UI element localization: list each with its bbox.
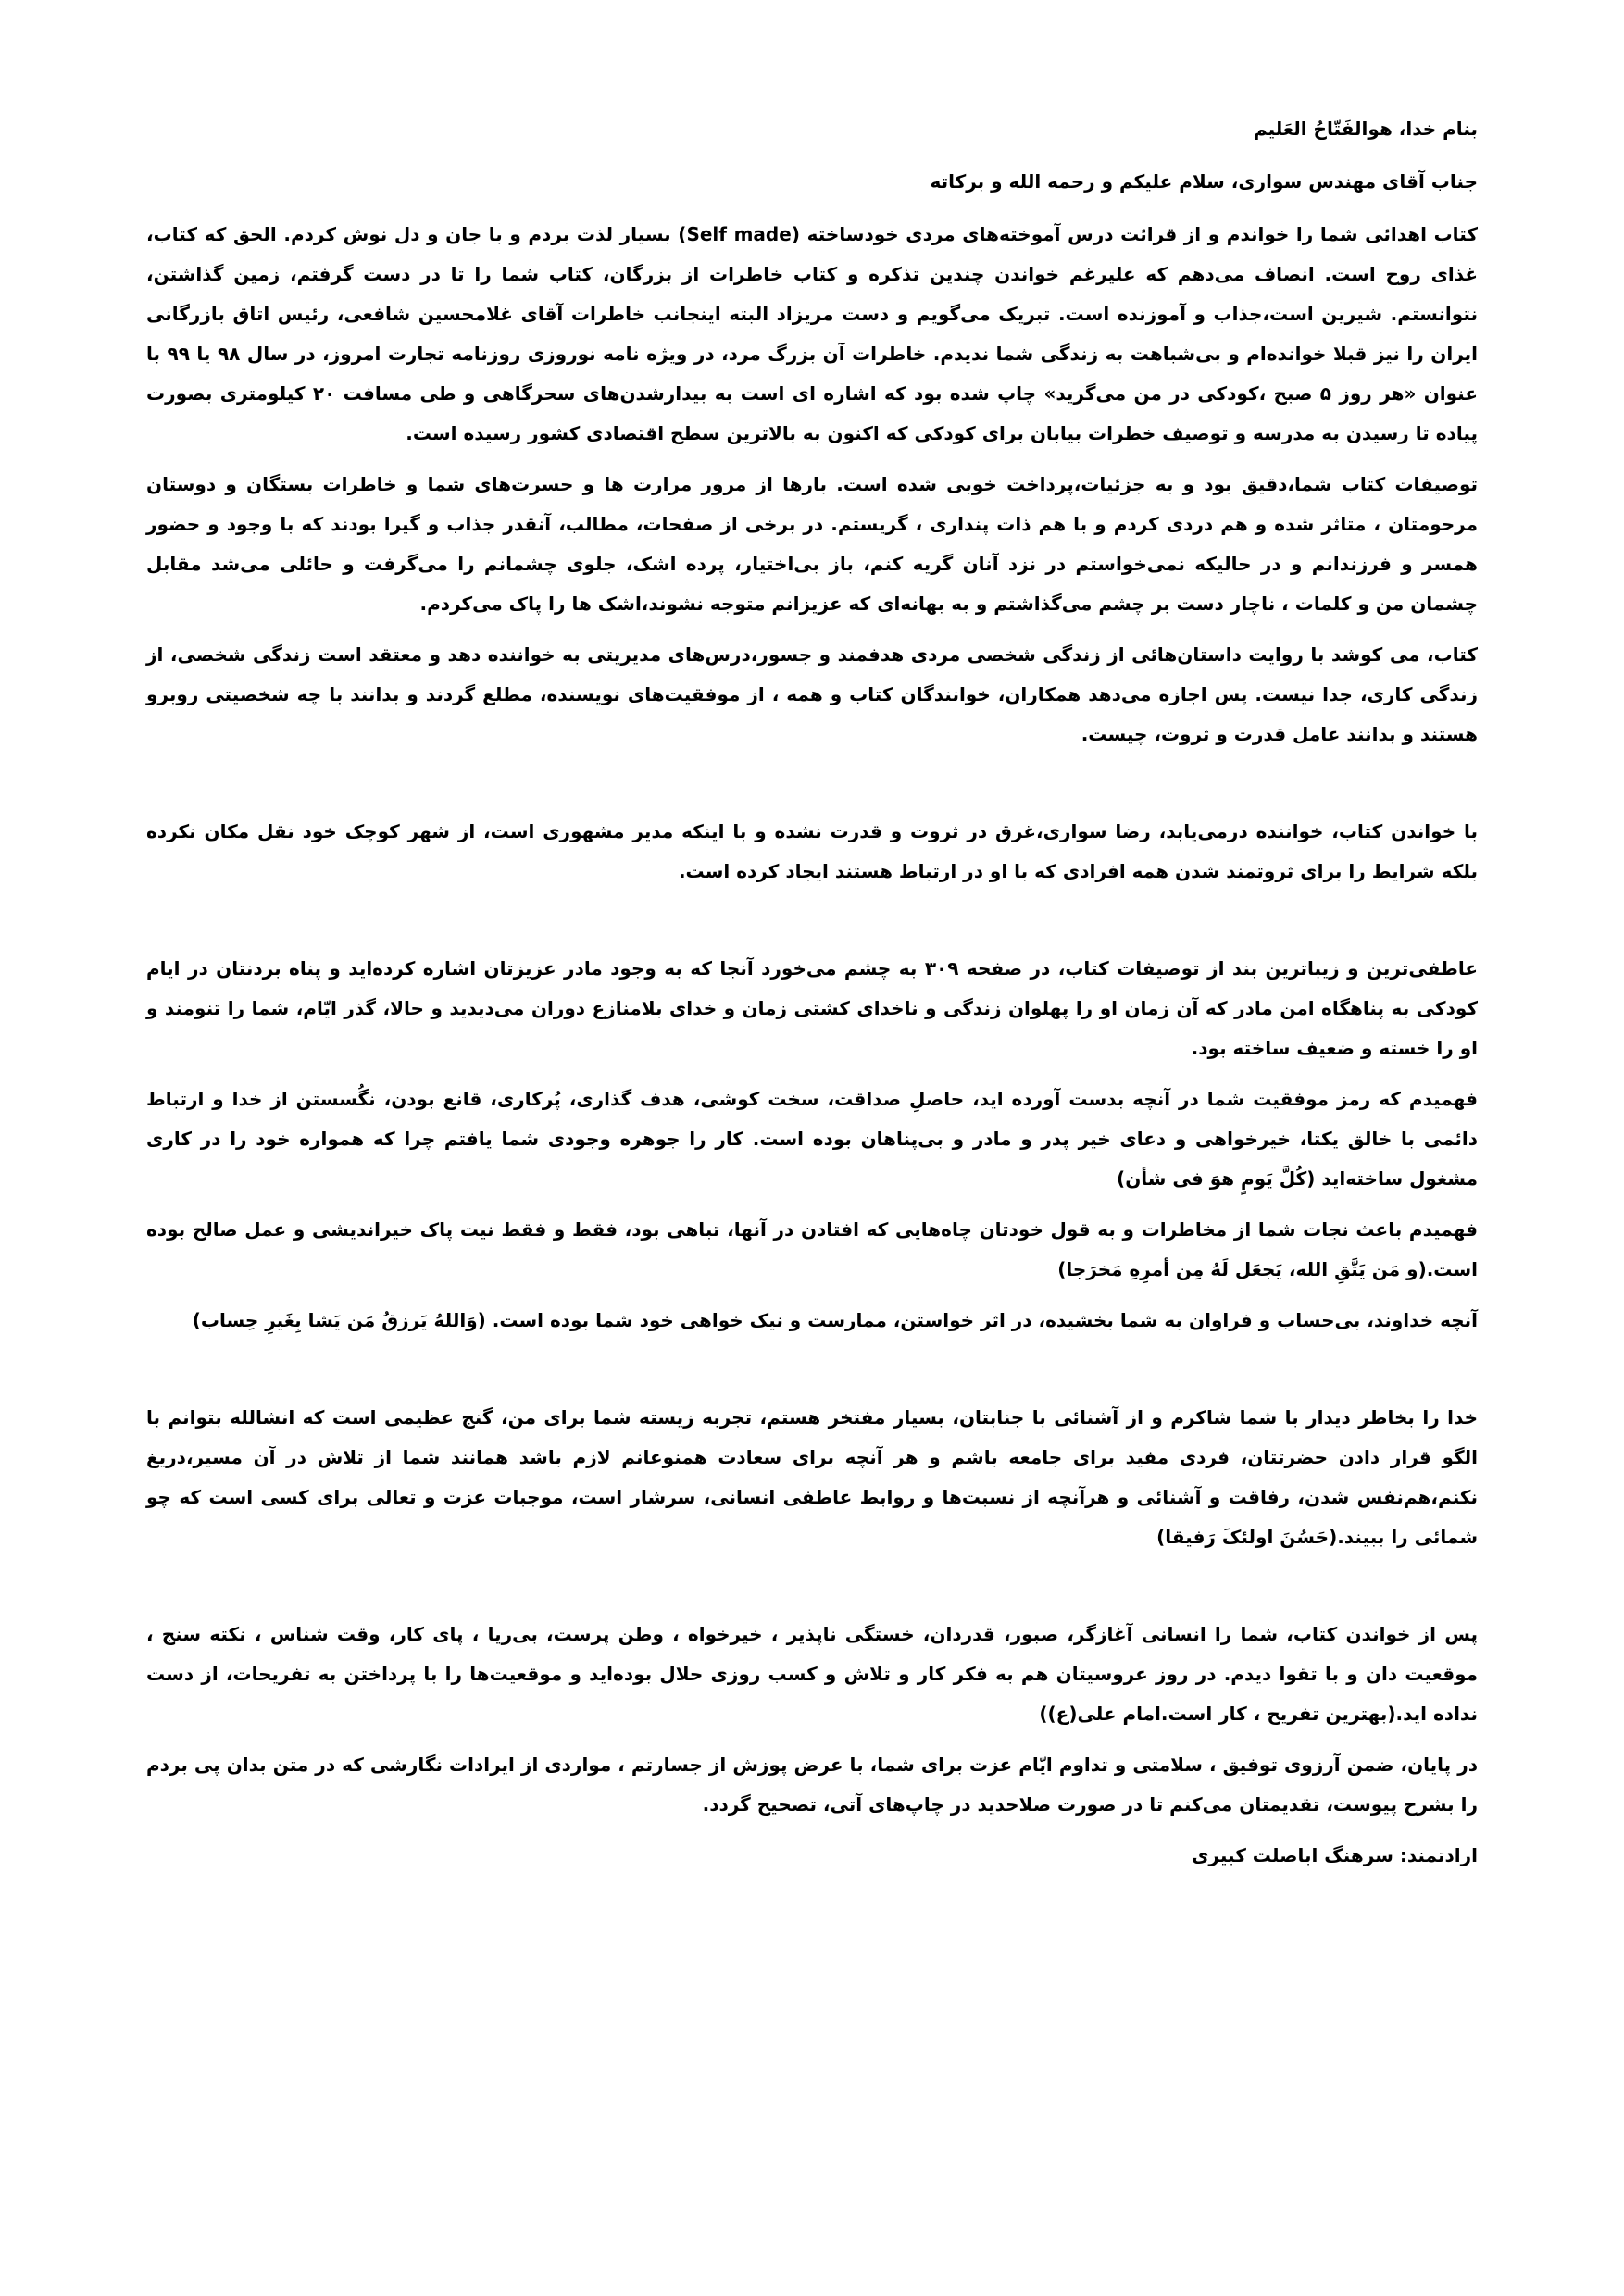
paragraph-management-lessons: کتاب، می کوشد با روایت داستان‌هائی از زندگی شخصی مردی هدفمند و جسور،درس‌های مدیریتی به خواننده دهد و معتقد است زندگی شخصی، از زندگی کاری، جدا نیست. پس اجازه می‌دهد همکاران، خوانندگان کتاب و همه ، از موفقیت‌های نویسنده، مطلع گردند و بدانند با چه شخصیتی روبرو هستند و بدانند عامل قدرت و ثروت، چیست. [146,643,1478,745]
paragraph-success-secret: فهمیدم که رمز موفقیت شما در آنچه بدست آورده اید، حاصلِ صداقت، سخت کوشی، هدف گذاری، پُرکاری، قانع بودن، نگُسستن از خدا و ارتباط دائمی با خالق یکتا، خیرخواهی و دعای خیر پدر و مادر و بی‌پناهان بوده است. کار را جوهره وجودی شما یافتم چرا که همواره خود را در کاری مشغول ساخته‌اید (کُلَّ یَومٍ هوَ فی شأن) [146,1088,1478,1190]
paragraph-salvation: فهمیدم باعث نجات شما از مخاطرات و به قول خودتان چاه‌هایی که افتادن در آنها، تباهی بود، فقط و فقط نیت پاک خیراندیشی و عمل صالح بوده است.(و مَن یَتَّقِ الله، یَجعَل لَهُ مِن أمرِهِ مَخرَجا) [146,1218,1478,1280]
basmala-heading: بنام خدا، هوالفَتّاحُ العَلیم [1253,118,1478,140]
paragraph-reader-understanding: با خواندن کتاب، خواننده درمی‌یابد، رضا سواری،غرق در ثروت و قدرت نشده و با اینکه مدیر مشهوری است، از شهر کوچک خود نقل مکان نکرده بلکه شرایط را برای ثروتمند شدن همه افرادی که با او در ارتباط هستند ایجاد کرده است. [146,820,1478,882]
paragraph-descriptions: توصیفات کتاب شما،دقیق بود و به جزئیات،پرداخت خوبی شده است. بارها از مرور مرارت ها و حسرت‌های شما و خاطرات بستگان و دوستان مرحومتان ، متاثر شده و هم دردی کردم و با هم ذات پنداری ، گریستم. در برخی از صفحات، مطالب، آنقدر جذاب و گیرا بودند که با وجود و حضور همسر و فرزندانم و در حالیکه نمی‌خواستم در نزد آنان گریه کنم، باز بی‌اختیار، پرده اشک، جلوی چشمانم را می‌گرفت و حائلی می‌شد مقابل چشمان من و کلمات ، ناچار دست بر چشم می‌گذاشتم و به بهانه‌ای که عزیزانم متوجه نشوند،اشک ها را پاک می‌کردم. [146,473,1478,615]
paragraph-book-praise: کتاب اهدائی شما را خواندم و از قرائت درس آموخته‌های مردی خودساخته (Self made) بسیار لذت بردم و با جان و دل نوش کردم. الحق که کتاب، غذای روح است. انصاف می‌دهم که علیرغم خواندن چندین تذکره و کتاب خاطرات از بزرگان، کتاب شما را تا در دست گرفتم، زمین گذاشتن، نتوانستم. شیرین است،جذاب و آموزنده است. تبریک می‌گویم و دست مریزاد البته اینجانب خاطرات آقای غلامحسین شافعی، رئیس اتاق بازرگانی ایران را نیز قبلا خوانده‌ام و بی‌شباهت به زندگی شما ندیدم. خاطرات آن بزرگ مرد، در ویژه نامه نوروزی روزنامه تجارت امروز، در سال ۹۸ یا ۹۹ با عنوان «هر روز ۵ صبح ،کودکی در من می‌گرید» چاپ شده بود که اشاره ای است به بیدارشدن‌های سحرگاهی و طی مسافت ۲۰ کیلومتری بصورت پیاده تا رسیدن به مدرسه و توصیف خطرات بیابان برای کودکی که اکنون به بالاترین سطح اقتصادی کشور رسیده است. [146,223,1479,444]
signature-line: ارادتمند: سرهنگ اباصلت کبیری [1192,1844,1478,1866]
paragraph-provision: آنچه خداوند، بی‌حساب و فراوان به شما بخشیده، در اثر خواستن، ممارست و نیک خواهی خود شما بوده است. (وَاللهُ یَرزقُ مَن یَشا بِغَیرِ حِساب) [192,1309,1478,1331]
paragraph-gratitude: خدا را بخاطر دیدار با شما شاکرم و از آشنائی با جنابتان، بسیار مفتخر هستم، تجربه زیسته شما برای من، گنج عظیمی است که انشالله بتوانم با الگو قرار دادن حضرتتان، فردی مفید برای جامعه باشم و هر آنچه برای سعادت همنوعانم لازم باشد همانند شما از تلاش در آن مسیر،دریغ نکنم،هم‌نفس شدن، رفاقت و آشنائی و هرآنچه از نسبت‌ها و روابط عاطفی انسانی، سرشار است، موجبات عزت و تعالی برای کسی است که چو شمائی را ببیند.(حَسُنَ اولئکَ رَفیقا) [146,1406,1478,1548]
paragraph-character-traits: پس از خواندن کتاب، شما را انسانی آغازگر، صبور، قدردان، خستگی ناپذیر ، خیرخواه ، وطن پرست، بی‌ریا ، پای کار، وقت شناس ، نکته سنج ، موقعیت دان و با تقوا دیدم. در روز عروسیتان هم به فکر کار و تلاش و کسب روزی حلال بوده‌اید و موقعیت‌ها را با پرداختن به تفریحات، از دست نداده اید.(بهترین تفریح ، کار است.امام علی(ع)) [146,1623,1478,1725]
salutation-line: جناب آقای مهندس سواری، سلام علیکم و رحمه الله و برکاته [930,170,1478,193]
paragraph-mother: عاطفی‌ترین و زیباترین بند از توصیفات کتاب، در صفحه ۳۰۹ به چشم می‌خورد آنجا که به وجود مادر عزیزتان اشاره کرده‌اید و پناه بردنتان در ایام کودکی به پناهگاه امن مادر که آن زمان او را پهلوان زندگی و ناخدای کشتی زمان و خدای بلامنازع دوران می‌دیدید و حالا، گذر ایّام، شما را تنومند و او را خسته و ضعیف ساخته بود. [146,957,1479,1059]
letter-body [146,109,1478,1876]
paragraph-closing: در پایان، ضمن آرزوی توفیق ، سلامتی و تداوم ایّام عزت برای شما، با عرض پوزش از جسارتم ، مواردی از ایرادات نگارشی که در متن بدان پی بردم را بشرح پیوست، تقدیمتان می‌کنم تا در صورت صلاحدید در چاپ‌های آتی، تصحیح گردد. [146,1753,1478,1816]
